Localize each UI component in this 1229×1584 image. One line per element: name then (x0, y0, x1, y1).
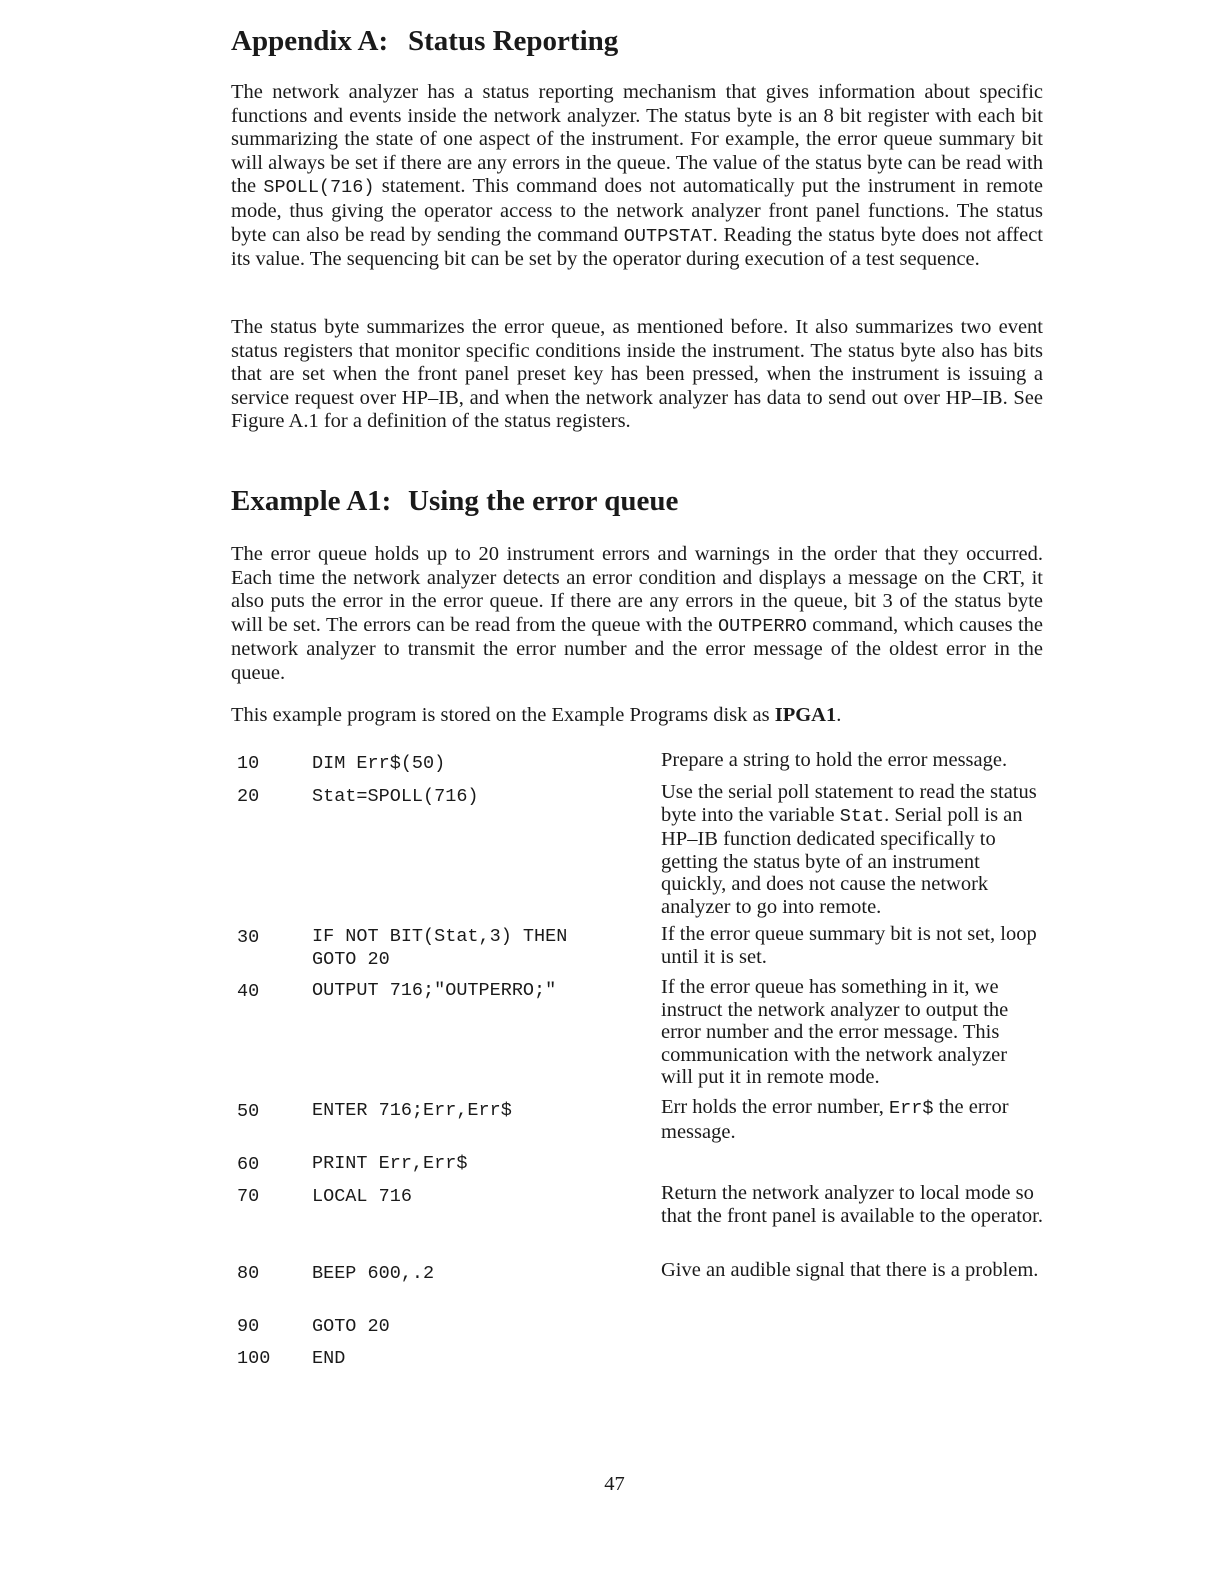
line-description-text-b: . Serial poll is an HP–IB function dedicated specifically to getting the status byte of an instrument quickly, and does not cause the network analyzer to go into remote. (661, 803, 1023, 918)
disk-note (231, 704, 1043, 728)
line-description-text-a: Use the serial poll statement to read the status byte into the variable (661, 781, 1037, 826)
line-description: Prepare a string to hold the error message. (661, 749, 1008, 771)
outperro-code: OUTPERRO (717, 615, 807, 637)
line-number: 30 (237, 927, 260, 948)
line-number: 80 (237, 1263, 260, 1284)
example-label: Example A1: (231, 485, 392, 517)
code-line: GOTO 20 (312, 1316, 390, 1337)
program-file-name: IPGA1 (774, 704, 837, 726)
outpstat-code: OUTPSTAT (623, 225, 713, 247)
disk-note-end: . (836, 704, 842, 726)
example-p1-text-a: The error queue holds up to 20 instrument errors and warnings in the order that they occurred. Each time the network analyzer detects an error condition and displays a message on the CRT, it also puts the error in the error queue. If there are any errors in the queue, bit 3 of the status byte will be set. The errors can be read from the queue with the (231, 543, 1043, 636)
appendix-p1-text-a: The network analyzer has a status reporting mechanism that gives information about specific functions and events inside the network analyzer. The status byte is an 8 bit register with each bit summarizing the state of one aspect of the instrument. For example, the error queue summary bit will always be set if there are any errors in the queue. The value of the status byte can be read with the (231, 81, 1043, 198)
line-description-text-b: the error message. (661, 1096, 1009, 1143)
line-description: Give an audible signal that there is a problem. (661, 1259, 1039, 1281)
line-description-text-a: Err holds the error number, (661, 1096, 890, 1118)
appendix-heading (231, 24, 619, 58)
code-line: OUTPUT 716;"OUTPERRO;" (312, 980, 557, 1001)
code-line: END (312, 1348, 346, 1369)
example-paragraph-1 (231, 543, 1043, 686)
line-number: 100 (237, 1348, 271, 1369)
code-line: LOCAL 716 (312, 1186, 412, 1207)
line-description: Return the network analyzer to local mode so that the front panel is available to the operator. (661, 1182, 1043, 1227)
code-line: ENTER 716;Err,Err$ (312, 1100, 512, 1121)
line-description (661, 1096, 1043, 1143)
disk-note-text: This example program is stored on the Example Programs disk as (231, 704, 775, 726)
appendix-label: Appendix A: (231, 25, 389, 57)
appendix-p1-text-c: . Reading the status byte does not affect its value. The sequencing bit can be set by the operator during execution of a test sequence. (231, 223, 1044, 271)
spoll-code: SPOLL(716) (263, 177, 375, 199)
line-description (661, 781, 1043, 918)
page-number: 47 (604, 1473, 625, 1495)
appendix-p1-text-b: statement. This command does not automatically put the instrument in remote mode, thus giving the operator access to the network analyzer front panel functions. The status byte can also be read by sending the command (231, 175, 1043, 246)
line-number: 20 (237, 786, 260, 807)
line-number: 50 (237, 1101, 260, 1122)
example-title: Using the error queue (408, 485, 679, 517)
appendix-paragraph-2: The status byte summarizes the error queue, as mentioned before. It also summarizes two event status registers that monitor specific conditions inside the instrument. The status byte also has bits that are set when the front panel preset key has been pressed, when the instrument is issuing a service request over HP–IB, and when the network analyzer has data to send out over HP–IB. See Figure A.1 for a definition of the status registers. (231, 316, 1043, 433)
stat-variable-code: Stat (839, 805, 885, 827)
line-number: 40 (237, 981, 260, 1002)
appendix-paragraph-1 (231, 81, 1043, 272)
line-description: If the error queue summary bit is not set, loop until it is set. (661, 923, 1037, 968)
line-number: 70 (237, 1186, 260, 1207)
code-line: DIM Err$(50) (312, 753, 446, 774)
example-heading (231, 484, 679, 518)
code-line: BEEP 600,.2 (312, 1263, 435, 1284)
line-number: 10 (237, 753, 260, 774)
err-string-code: Err$ (889, 1098, 934, 1119)
line-number: 60 (237, 1154, 260, 1175)
line-number: 90 (237, 1316, 260, 1337)
example-p1-text-b: command, which causes the network analyzer to transmit the error number and the error message of the oldest error in the queue. (231, 613, 1043, 684)
appendix-title: Status Reporting (408, 25, 619, 57)
code-line: PRINT Err,Err$ (312, 1153, 468, 1174)
code-line: Stat=SPOLL(716) (312, 786, 479, 807)
code-line: IF NOT BIT(Stat,3) THEN GOTO 20 (312, 926, 568, 970)
line-description: If the error queue has something in it, we instruct the network analyzer to output the error number and the error message. This communication with the network analyzer will put it in remote mode. (661, 976, 1009, 1088)
